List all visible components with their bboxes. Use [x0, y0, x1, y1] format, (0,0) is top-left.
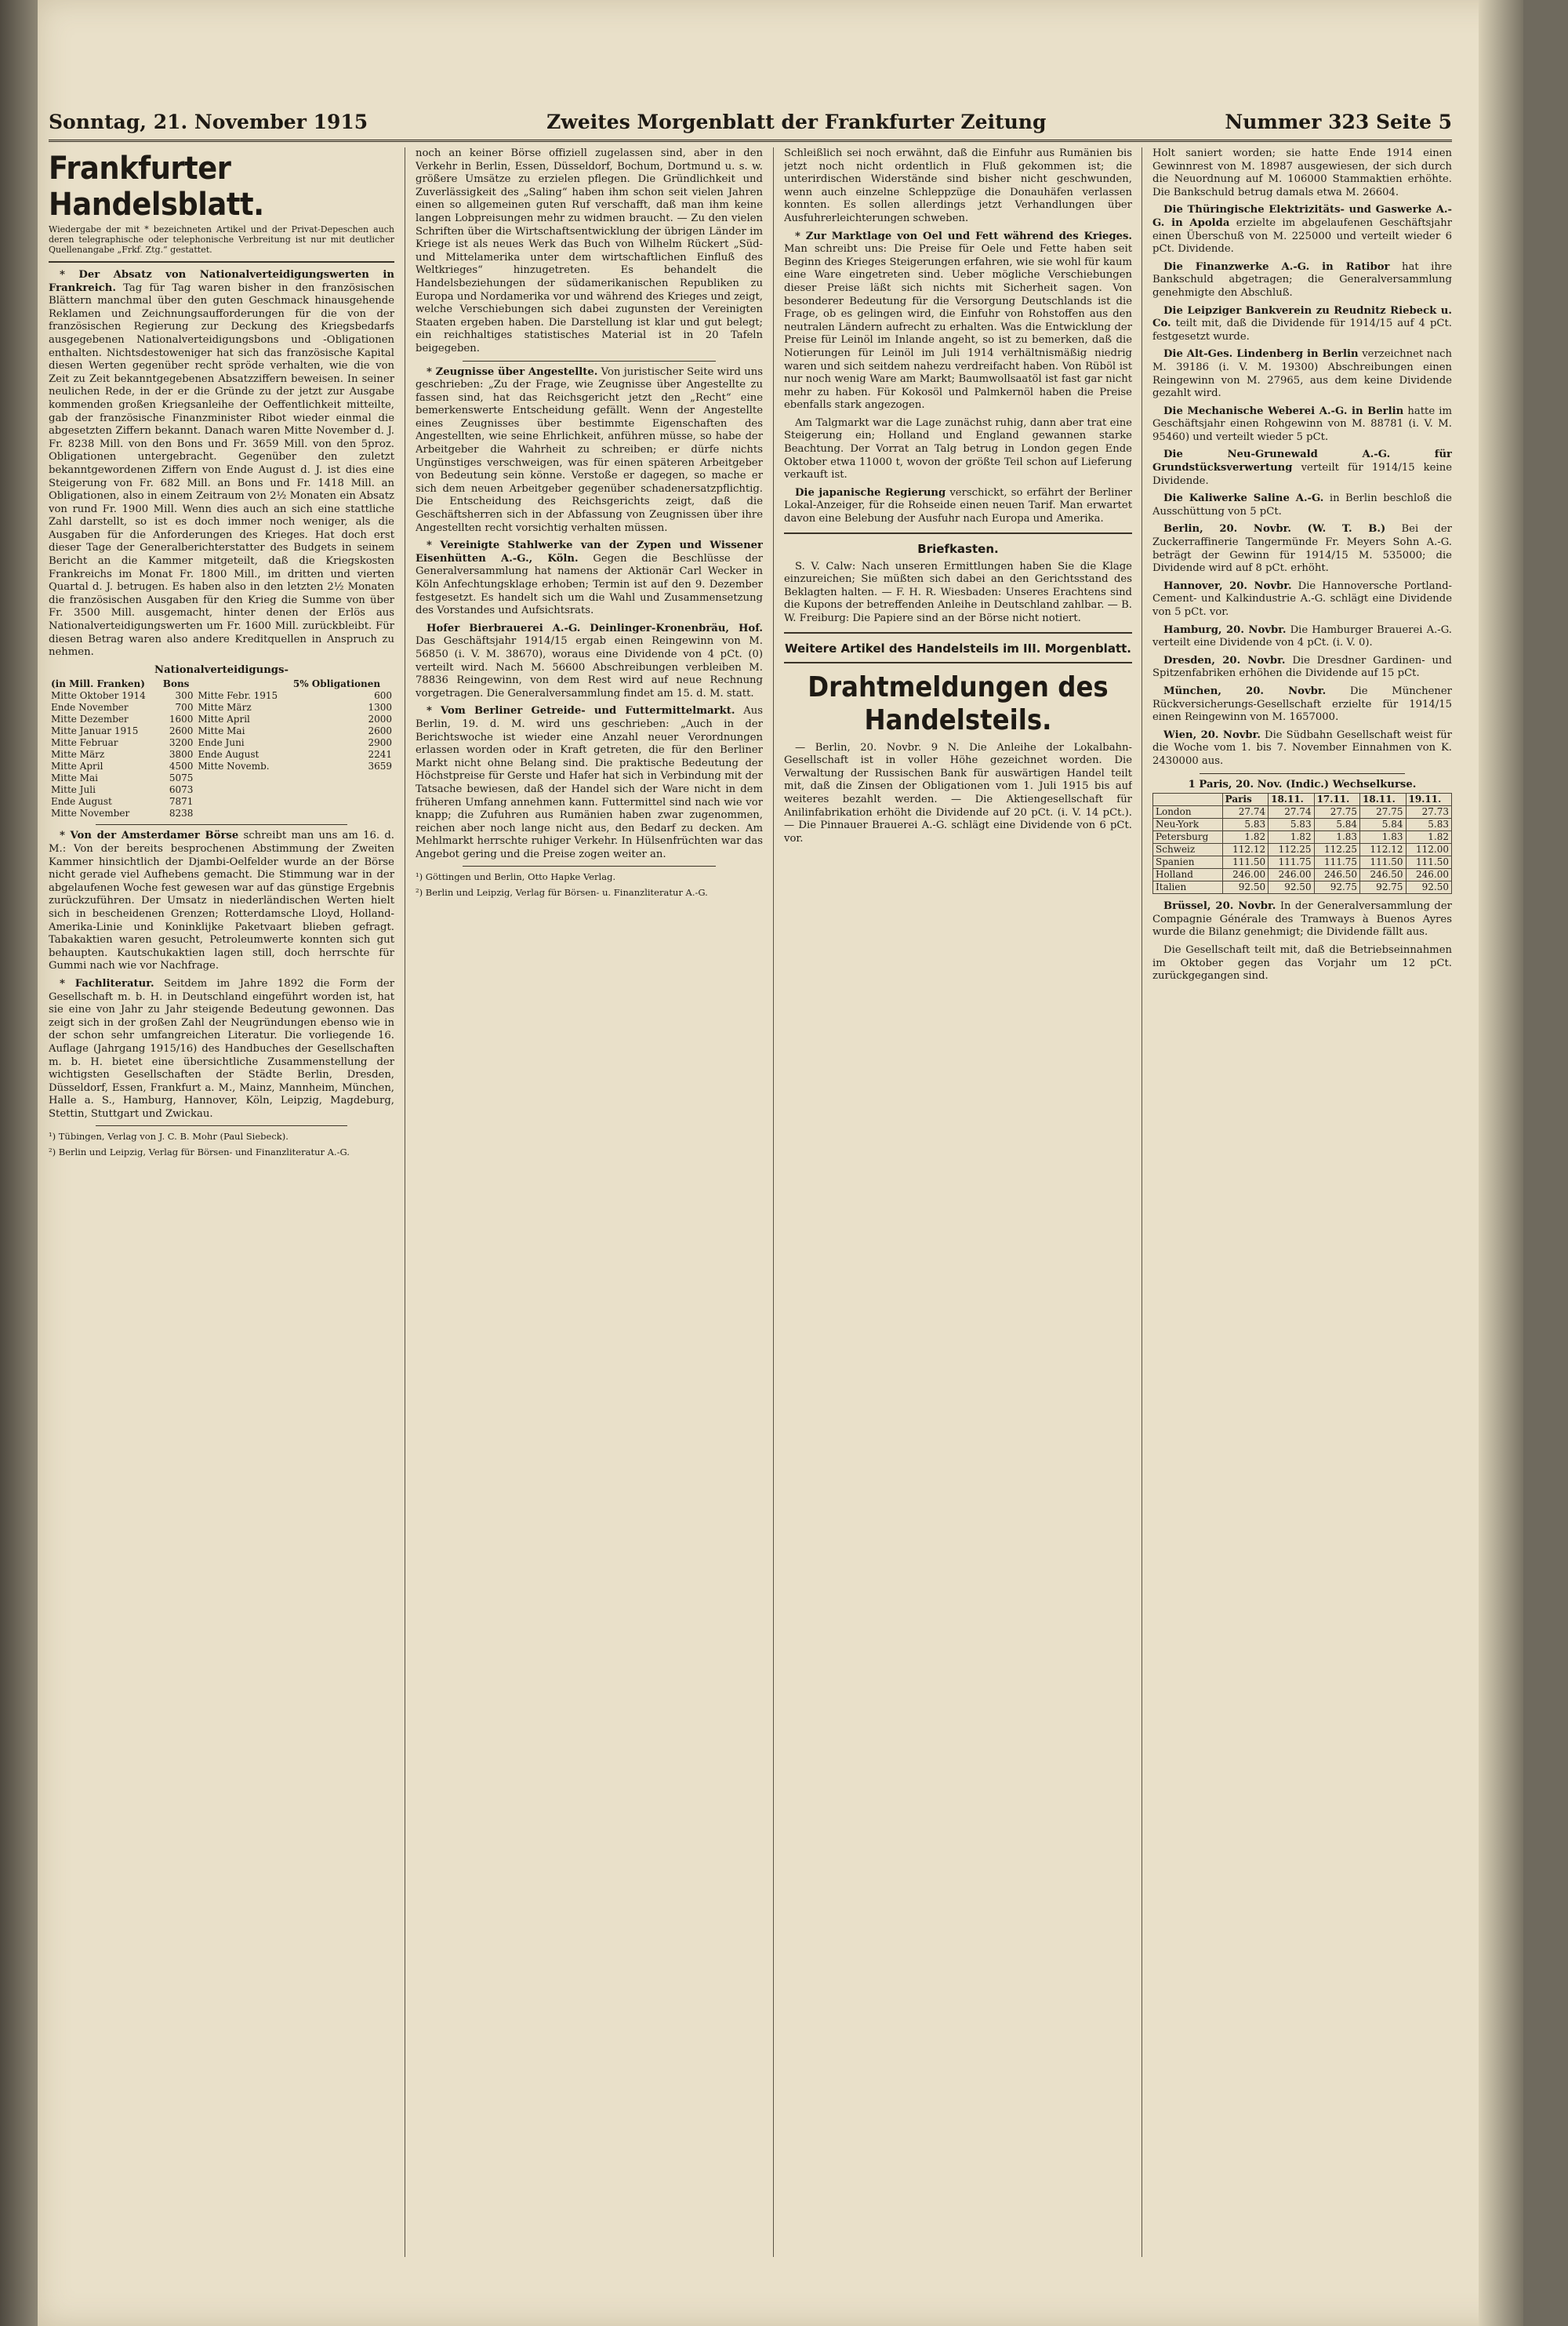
- table-row: [1153, 806, 1452, 819]
- column-header: [1153, 794, 1223, 806]
- notice-heading: Hamburg, 20. Novbr.: [1163, 623, 1287, 636]
- table-cell: Italien: [1153, 881, 1223, 894]
- more-articles-note: Weitere Artikel des Handelsteils im III. Morgenblatt.: [785, 641, 1131, 656]
- article-heading: * Vom Berliner Getreide- und Futtermittelmarkt.: [426, 705, 735, 718]
- table-cell: 2900: [368, 737, 392, 749]
- article: [416, 540, 763, 618]
- table-cell: 2241: [368, 749, 392, 761]
- table-cell: 92.50: [1269, 881, 1314, 894]
- table-header-row: [49, 678, 394, 690]
- table-cell: 1300: [368, 702, 392, 714]
- table-unit: (in Mill. Franken): [51, 678, 145, 690]
- table-row: [49, 749, 394, 761]
- article-body: Von juristischer Seite wird uns geschrieben: „Zu der Frage, wie Zeugnisse über Angestellte zu fassen sind, hat das Reichsgericht jetzt den „Recht“ eine bemerkenswerte Entscheidung gefällt. Wenn der Angestellte eines Zeugnisses über bestimmte Eigenschaften des Angestellten, wie seine Ehrlichkeit, anführen müsse, so habe der Arbeitgeber die Wahrheit zu schreiben; er dürfe nichts Ungünstiges verschweigen, was für einen späteren Arbeitgeber von Bedeutung sein könne. Verstoße er dagegen, so mache er sich dem neuen Arbeitgeber gegenüber schadenersatzpflichtig. Die Entscheidung des Reichsgerichts zeigt, daß die Geschäftsherren sich in der Abfassung von Zeugnissen über ihre Angestellten recht vorsichtig verhalten müssen.: [416, 365, 763, 534]
- notice-heading: Berlin, 20. Novbr. (W. T. B.): [1163, 523, 1386, 536]
- section-title: Frankfurter Handelsblatt.: [49, 151, 264, 223]
- table-row: [1153, 819, 1452, 831]
- table-cell: Holland: [1153, 869, 1223, 881]
- article-heading: * Fachliteratur.: [60, 977, 154, 990]
- notice-heading: Dresden, 20. Novbr.: [1163, 654, 1286, 667]
- table-cell: 27.74: [1269, 806, 1314, 819]
- table-cell: [195, 784, 290, 796]
- masthead-page: Nummer 323 Seite 5: [1225, 110, 1452, 133]
- table-row: [1153, 881, 1452, 894]
- table-cell: 112.00: [1406, 844, 1451, 856]
- notice: [1152, 900, 1452, 939]
- table-cell: 4500: [169, 761, 194, 772]
- divider: [1200, 773, 1405, 774]
- page-edge: [1479, 0, 1523, 2326]
- table-cell: 1.83: [1314, 831, 1359, 844]
- article-body: schreibt man uns am 16. d. M.: Von der bereits besprochenen Abstimmung der Zweiten Kammer hinsichtlich der Djambi-Oelfelder wurde an der Börse nicht gerade viel Aufhebens gemacht. Die Stimmung war in der abgelaufenen Woche fest gewesen war auf das günstige Ergebnis zurückzuführen. Der Umsatz in niederländischen Werten hielt sich in bescheidenen Grenzen; Rotterdamsche Lloyd, Holland-Amerika-Linie und Koninklijke Paketvaart blieben gefragt. Tabakaktien waren gesucht, Petroleumwerte konnten sich gut behaupten. Kautschukaktien lagen still, doch herrschte für Gummi nach wie vor Nachfrage.: [49, 830, 394, 972]
- table-cell: 111.50: [1406, 856, 1451, 869]
- column-header: 19.11.: [1406, 794, 1451, 806]
- table-cell: 5.84: [1360, 819, 1406, 831]
- notice-heading: München, 20. Novbr.: [1163, 685, 1327, 697]
- table-cell: 27.75: [1314, 806, 1359, 819]
- notice: [1152, 449, 1452, 488]
- table-row: [49, 796, 394, 808]
- notice: [1152, 624, 1452, 650]
- table-row: [1153, 856, 1452, 869]
- table-row: [49, 714, 394, 725]
- footnote: ¹) Tübingen, Verlag von J. C. B. Mohr (Paul Siebeck).: [49, 1131, 289, 1143]
- column-header: 5% Obligationen: [292, 678, 381, 690]
- notice-heading: Wien, 20. Novbr.: [1163, 729, 1261, 741]
- column-3: [784, 147, 1132, 2257]
- notice-body: verzeichnet nach M. 39186 (i. V. M. 19300) Abschreibungen einen Reingewinn von M. 27965, aus dem keine Dividende gezahlt wird.: [1152, 348, 1452, 400]
- notice: [1152, 492, 1452, 518]
- table-cell: 27.74: [1222, 806, 1268, 819]
- notice-body: Die Münchener Rückversicherungs-Gesellschaft erzielte für 1914/15 einen Reingewinn von M. 1657000.: [1152, 685, 1452, 724]
- notice: [1152, 523, 1452, 575]
- table-cell: Mitte März: [51, 749, 105, 761]
- table-cell: Mitte Januar 1915: [51, 725, 139, 737]
- divider: [784, 632, 1132, 634]
- table-cell: 111.75: [1314, 856, 1359, 869]
- article: [49, 830, 394, 973]
- table-cell: Mitte Oktober 1914: [51, 690, 146, 702]
- article-heading: * Der Absatz von Nationalverteidigungswerten in Frankreich.: [49, 269, 394, 294]
- table-body: [49, 690, 394, 820]
- notice: [1152, 348, 1452, 400]
- column-header: Bons: [162, 678, 190, 690]
- table-row: [49, 761, 394, 772]
- table-cell: [195, 772, 290, 784]
- table-cell: Mitte April: [198, 714, 250, 725]
- notice: [1152, 729, 1452, 769]
- table-cell: 111.50: [1360, 856, 1406, 869]
- table-row: [1153, 831, 1452, 844]
- notice-body: Die Hamburger Brauerei A.-G. verteilt eine Dividende von 4 pCt. (i. V. 0).: [1152, 623, 1452, 649]
- divider: [784, 662, 1132, 663]
- notice-heading: Die Finanzwerke A.-G. in Ratibor: [1163, 260, 1390, 273]
- masthead-date: Sonntag, 21. November 1915: [49, 110, 368, 133]
- table-cell: Mitte März: [198, 702, 252, 714]
- table-header-row: [1153, 794, 1452, 806]
- table-cell: 700: [175, 702, 194, 714]
- table-row: [49, 808, 394, 820]
- notice: [1152, 204, 1452, 256]
- notice: [1152, 405, 1452, 445]
- footnote: ²) Berlin und Leipzig, Verlag für Börsen- und Finanzliteratur A.-G.: [49, 1147, 350, 1158]
- table-cell: 5.83: [1222, 819, 1268, 831]
- table-cell: 112.25: [1314, 844, 1359, 856]
- table-cell: 1.82: [1269, 831, 1314, 844]
- table-cell: 112.12: [1360, 844, 1406, 856]
- table-cell: 246.50: [1360, 869, 1406, 881]
- article-heading: Hofer Bierbrauerei A.-G. Deinlinger-Kronenbräu, Hof.: [426, 622, 763, 634]
- table-cell: Mitte Mai: [51, 772, 98, 784]
- article: [784, 231, 1132, 413]
- table-cell: Ende Juni: [198, 737, 245, 749]
- table-cell: 111.50: [1222, 856, 1268, 869]
- notice-heading: Hannover, 20. Novbr.: [1163, 580, 1292, 592]
- table-cell: 8238: [169, 808, 194, 820]
- masthead: [49, 108, 1452, 142]
- notice: [1152, 261, 1452, 300]
- article-body: Aus Berlin, 19. d. M. wird uns geschrieben: „Auch in der Berichtswoche ist wieder eine Anzahl neuer Verordnungen erlassen worden oder in Kraft getreten, die für den Berliner Markt nicht ohne Belang sind. Die praktische Bedeutung der Höchstpreise für Gerste und Hafer hat sich in Verbindung mit der Tatsache bewiesen, daß der Handel sich der Ware nicht in dem früheren Umfang annehmen kann. Futtermittel sind nach wie vor knapp; die Zufuhren aus Rumänien haben zwar zugenommen, reichen aber noch lange nicht aus, den Bedarf zu decken. Am Mehlmarkt herrschte ruhiger Verkehr. In Hülsenfrüchten war das Angebot gering und die Preise zogen weiter an.: [416, 705, 763, 860]
- divider: [49, 261, 394, 263]
- article-body: Seitdem im Jahre 1892 die Form der Gesellschaft m. b. H. in Deutschland eingeführt worden ist, hat sie eine von Jahr zu Jahr steigende Bedeutung gewonnen. Das zeigt sich in der großen Zahl der Neugründungen ebenso wie in der schon sehr umfangreichen Literatur. Die vorliegende 16. Auflage (Jahrgang 1915/16) des Handbuches der Gesellschaften m. b. H. bietet eine übersichtliche Zusammenstellung der wichtigsten Gesellschaften der Städte Berlin, Dresden, Düsseldorf, Essen, Frankfurt a. M., Mainz, Mannheim, München, Halle a. S., Hamburg, Hannover, Köln, Leipzig, Magdeburg, Stettin, Stuttgart und Zwickau.: [49, 977, 394, 1120]
- notice-body: in Berlin beschloß die Ausschüttung von 5 pCt.: [1152, 492, 1452, 518]
- divider: [96, 1125, 347, 1126]
- table-cell: 5.83: [1406, 819, 1451, 831]
- bonds-table: [49, 678, 394, 820]
- article-heading: * Vereinigte Stahlwerke van der Zypen und Wissener Eisenhütten A.-G., Köln.: [416, 540, 763, 565]
- table-cell: London: [1153, 806, 1223, 819]
- notice-body: Die Hannoversche Portland-Cement- und Kalkindustrie A.-G. schlägt eine Dividende von 5 pCt. vor.: [1152, 580, 1452, 618]
- notice: [1152, 655, 1452, 681]
- table-row: [49, 784, 394, 796]
- table-cell: 5075: [169, 772, 194, 784]
- notice: [1152, 685, 1452, 725]
- table-cell: 112.25: [1269, 844, 1314, 856]
- notice-heading: Die Thüringische Elektrizitäts- und Gaswerke A.-G. in Apolda: [1152, 204, 1452, 229]
- column-4: [1152, 147, 1452, 2257]
- article: [416, 623, 763, 701]
- table-cell: Mitte Febr. 1915: [198, 690, 278, 702]
- table-cell: 1600: [169, 714, 194, 725]
- article: [49, 978, 394, 1121]
- notice-heading: Die Neu-Grunewald A.-G. für Grundstücksverwertung: [1152, 449, 1452, 474]
- table-cell: Mitte Juli: [51, 784, 96, 796]
- fx-place: 1 Paris, 20. Nov. (Indic.): [1188, 778, 1330, 790]
- telegram-body: — Berlin, 20. Novbr. 9 N. Die Anleihe der Lokalbahn-Gesellschaft ist in voller Höhe gezeichnet worden. Die Verwaltung der Russischen Bank für auswärtigen Handel teilt mit, daß die Zinsen der Obligationen vom 1. Juli 1915 bis auf weiteres bezahlt werden. — Die Aktiengesellschaft für Anilinfabrikation erhöht die Dividende auf 20 pCt. (i. V. 14 pCt.). — Die Pinnauer Brauerei A.-G. schlägt eine Dividende von 6 pCt. vor.: [784, 741, 1132, 845]
- table-cell: 3200: [169, 737, 194, 749]
- masthead-edition: Zweites Morgenblatt der Frankfurter Zeitung: [546, 110, 1047, 133]
- table-cell: Mitte November: [51, 808, 130, 820]
- article-continuation: Holt saniert worden; sie hatte Ende 1914 einen Gewinnrest von M. 18987 ausgewiesen, der sich durch die Neuordnung auf M. 106000 Stammaktien erhöhte. Die Bankschuld betrug damals etwa M. 26604.: [1152, 147, 1452, 198]
- table-cell: 3659: [368, 761, 392, 772]
- divider: [784, 532, 1132, 534]
- table-cell: 1.82: [1222, 831, 1268, 844]
- notice-body: hatte im Geschäftsjahr einen Rohgewinn von M. 88781 (i. V. M. 95460) und verteilt wieder 5 pCt.: [1152, 405, 1452, 443]
- briefkasten-heading: Briefkasten.: [917, 541, 999, 556]
- table-cell: 3800: [169, 749, 194, 761]
- notice-body: Bei der Zuckerraffinerie Tangermünde Fr. Meyers Sohn A.-G. beträgt der Gewinn für 1914/15 M. 535000; die Dividende wird auf 8 pCt. erhöht.: [1152, 523, 1452, 575]
- table-cell: 5.84: [1314, 819, 1359, 831]
- table-cell: 246.00: [1406, 869, 1451, 881]
- article-heading: Die japanische Regierung: [795, 486, 946, 499]
- article: Am Talgmarkt war die Lage zunächst ruhig, dann aber trat eine Steigerung ein; Holland und England gewannen starke Beachtung. Der Vorrat an Talg betrug in London gegen Ende Oktober etwa 11000 t, wovon der größte Teil schon auf Lieferung verkauft ist.: [784, 416, 1132, 482]
- article: [416, 705, 763, 861]
- table-body: [1153, 806, 1452, 894]
- exchange-rate-table: [1152, 793, 1452, 894]
- table-row: [49, 725, 394, 737]
- divider: [463, 361, 716, 362]
- divider: [96, 824, 347, 825]
- telegram-section-title: Drahtmeldungen des Handelsteils.: [808, 671, 1109, 736]
- notice-heading: Brüssel, 20. Novbr.: [1163, 900, 1276, 913]
- table-cell: 2000: [368, 714, 392, 725]
- table-cell: 92.50: [1406, 881, 1451, 894]
- table-row: [49, 690, 394, 702]
- table-cell: 1.82: [1406, 831, 1451, 844]
- table-cell: Schweiz: [1153, 844, 1223, 856]
- article-body: Man schreibt uns: Die Preise für Oele und Fette haben seit Beginn des Krieges Steigerungen erfahren, wie sie wohl für kaum eine Ware eingetreten sind. Ueber mögliche Verschiebungen dieser Preise läßt sich nichts mit Sicherheit sagen. Von besonderer Bedeutung für die Versorgung Deutschlands ist die Frage, ob es gelingen wird, die Einfuhr von Rohstoffen aus den neutralen Ländern aufrecht zu erhalten. Was die Entwicklung der Preise für Leinöl im Inlande angeht, so ist zu bemerken, daß die Notierungen für Leinöl im Juli 1914 verhältnismäßig niedrig waren und sich seitdem nahezu verdreifacht haben. Von Rüböl ist nur noch wenig Ware am Markt; Baumwollsaatöl ist fast gar nicht mehr zu haben. Für Kokosöl und Palmkernöl haben die Preise ebenfalls stark angezogen.: [784, 243, 1132, 412]
- article-body: Tag für Tag waren bisher in den französischen Blättern manchmal über den guten Geschmack hinausgehende Reklamen und Zeichnungsaufforderungen für die von der französischen Regierung zur Deckung des Kriegsbedarfs ausgegebenen Nationalverteidigungsbons und -Obligationen enthalten. Nichtsdestoweniger hat sich das französische Kapital diesen Werten gegenüber recht spröde verhalten, wie die von Zeit zu Zeit bekanntgegebenen Absatzziffern beweisen. In seiner neulichen Rede, in der er die Gründe zu der jetzt zur Ausgabe kommenden großen Kriegsanleihe der Oeffentlichkeit mitteilte, gab der französische Finanzminister Ribot wieder einmal die abgesetzten Ziffern bekannt. Danach waren Mitte November d. J. Fr. 8238 Mill. von den Bons und Fr. 3659 Mill. von den 5proz. Obligationen untergebracht. Gegenüber den zuletzt bekanntgewordenen Ziffern von Ende August d. J. ist dies eine Steigerung von Fr. 682 Mill. an Bons und Fr. 1418 Mill. an Obligationen, also in einem Zeitraum von 2½ Monaten ein Absatz von rund Fr. 1900 Mill. Wenn dies auch an sich eine stattliche Zahl darstellt, so ist es doch immer noch weniger, als die Ausgaben für die Anforderungen des Krieges. Hat doch erst dieser Tage der Generalberichterstatter des Budgets in seinem Bericht an die Kammer mitgeteilt, daß die Kriegskosten Frankreichs im Monat Fr. 1800 Mill., im dritten und vierten Quartal d. J. betrugen. Es haben also in den letzten 2½ Monaten die französischen Ausgaben für den Krieg die Summe von über Fr. 3500 Mill. ausgemacht, hinter denen der Erlös aus Nationalverteidigungswerten um Fr. 1600 Mill. zurückbleibt. Für diesen Betrag waren also andere Kreditquellen in Anspruch zu nehmen.: [49, 282, 394, 659]
- article-heading: * Zur Marktlage von Oel und Fett während des Krieges.: [795, 230, 1132, 242]
- notice-body: In der Generalversammlung der Compagnie Générale des Tramways à Buenos Ayres wurde die Bilanz genehmigt; die Dividende fällt aus.: [1152, 900, 1452, 939]
- article-body: Das Geschäftsjahr 1914/15 ergab einen Reingewinn von M. 56850 (i. V. M. 38670), woraus eine Dividende von 4 pCt. (0) verteilt wird. Nach M. 56600 Abschreibungen verbleiben M. 78836 Reingewinn, von dem Rest wird auf neue Rechnung vorgetragen. Die Generalversammlung findet am 15. d. M. statt.: [416, 635, 763, 700]
- notice-heading: Die Kaliwerke Saline A.-G.: [1163, 492, 1324, 505]
- table-cell: 1.83: [1360, 831, 1406, 844]
- article: [49, 269, 394, 660]
- table-cell: 92.75: [1314, 881, 1359, 894]
- table-cell: [291, 796, 394, 808]
- table-cell: 300: [175, 690, 194, 702]
- column-header: 17.11.: [1314, 794, 1359, 806]
- column-1: [49, 147, 394, 2257]
- divider: [463, 866, 716, 867]
- article-heading: * Zeugnisse über Angestellte.: [426, 365, 598, 378]
- table-cell: 5.83: [1269, 819, 1314, 831]
- notice: [1152, 580, 1452, 620]
- notice-body: verteilt für 1914/15 keine Dividende.: [1152, 462, 1452, 487]
- table-cell: 7871: [169, 796, 194, 808]
- table-row: [1153, 844, 1452, 856]
- table-row: [49, 772, 394, 784]
- table-row: [49, 737, 394, 749]
- notice-body: hat ihre Bankschuld abgetragen; die Generalversammlung genehmigte den Abschluß.: [1152, 260, 1452, 299]
- column-header: Paris: [1222, 794, 1268, 806]
- article: [784, 487, 1132, 526]
- notice-heading: Die Mechanische Weberei A.-G. in Berlin: [1163, 405, 1404, 417]
- fx-title: Wechselkurse.: [1332, 778, 1417, 790]
- table-cell: 112.12: [1222, 844, 1268, 856]
- table-cell: Mitte April: [51, 761, 103, 772]
- column-2: [416, 147, 763, 2257]
- notice-body: teilt mit, daß die Dividende für 1914/15 auf 4 pCt. festgesetzt wurde.: [1152, 318, 1452, 343]
- section-note: Wiedergabe der mit * bezeichneten Artikel und der Privat-Depeschen auch deren telegraphische oder telephonische Verbreitung ist nur mit deutlicher Quellenangabe „Frkf. Ztg.“ gestattet.: [49, 224, 394, 255]
- table-cell: [291, 784, 394, 796]
- column-header: 18.11.: [1360, 794, 1406, 806]
- table-cell: 246.00: [1269, 869, 1314, 881]
- table-cell: 27.75: [1360, 806, 1406, 819]
- table-title: Nationalverteidigungs-: [154, 663, 289, 676]
- article-continuation: noch an keiner Börse offiziell zugelassen sind, aber in den Verkehr in Berlin, Essen, Düsseldorf, Bochum, Dortmund u. s. w. größere Umsätze zu erzielen pflegen. Die Gründlichkeit und Zuverlässigkeit des „Saling“ haben ihm schon seit vielen Jahren einen so allgemeinen guten Ruf verschafft, daß man ihm keine langen Lobpreisungen mehr zu widmen braucht. — Zu den vielen Schriften über die Wirtschaftsentwicklung der übrigen Länder im Kriege ist als neues Werk das Buch von Wilhelm Rückert „Süd- und Mittelamerika unter dem wirtschaftlichen Einfluß des Weltkrieges“ hinzugetreten. Es behandelt die Handelsbeziehungen der südamerikanischen Republiken zu Europa und Nordamerika vor und während des Krieges und zeigt, welche Verschiebungen sich dabei zugunsten der Vereinigten Staaten ergeben haben. Die Darstellung ist klar und gut belegt; ein reichhaltiges statistisches Material ist in 20 Tafeln beigegeben.: [416, 147, 763, 354]
- article-body: verschickt, so erfährt der Berliner Lokal-Anzeiger, für die Rohseide einen neuen Tarif. Man erwartet davon eine Belebung der Ausfuhr nach Europa und Amerika.: [784, 486, 1132, 525]
- article: [416, 366, 763, 536]
- table-cell: 2600: [169, 725, 194, 737]
- table-cell: Mitte Februar: [51, 737, 118, 749]
- table-cell: [195, 808, 290, 820]
- fx-table-title: [1152, 779, 1452, 792]
- table-cell: Neu-York: [1153, 819, 1223, 831]
- notice-body: Die Dresdner Gardinen- und Spitzenfabriken erhöhen die Dividende auf 15 pCt.: [1152, 654, 1452, 680]
- footnote: ²) Berlin und Leipzig, Verlag für Börsen- u. Finanzliteratur A.-G.: [416, 887, 708, 899]
- table-cell: Ende November: [51, 702, 129, 714]
- notice-heading: Die Leipziger Bankverein zu Reudnitz Riebeck u. Co.: [1152, 304, 1452, 330]
- table-cell: Ende August: [51, 796, 112, 808]
- table-cell: 92.50: [1222, 881, 1268, 894]
- binding-gutter: [0, 0, 38, 2326]
- table-cell: Mitte Dezember: [51, 714, 129, 725]
- table-row: [49, 702, 394, 714]
- notice-body: erzielte im abgelaufenen Geschäftsjahr einen Überschuß von M. 225000 und verteilt wieder 6 pCt. Dividende.: [1152, 216, 1452, 256]
- briefkasten-body: S. V. Calw: Nach unseren Ermittlungen haben Sie die Klage einzureichen; Sie müßten sich dabei an den Gerichtsstand des Beklagten halten. — F. H. R. Wiesbaden: Unseres Erachtens sind die Kupons der betreffenden Anleihe in Deutschland zahlbar. — B. W. Freiburg: Die Papiere sind an der Börse nicht notiert.: [784, 560, 1132, 624]
- column-rule: [773, 147, 774, 2257]
- notice: Die Gesellschaft teilt mit, daß die Betriebseinnahmen im Oktober gegen das Vorjahr um 12 pCt. zurückgegangen sind.: [1152, 943, 1452, 983]
- article-body: Gegen die Beschlüsse der Generalversammlung hat namens der Aktionär Carl Wecker in Köln Anfechtungsklage erhoben; Termin ist auf den 9. Dezember festgesetzt. Es handelt sich um die Wahl und Zusammensetzung des Vorstandes und Aufsichtsrats.: [416, 552, 763, 617]
- table-cell: 27.73: [1406, 806, 1451, 819]
- table-cell: 6073: [169, 784, 194, 796]
- table-cell: [291, 772, 394, 784]
- table-cell: Spanien: [1153, 856, 1223, 869]
- table-cell: 2600: [368, 725, 392, 737]
- table-cell: 92.75: [1360, 881, 1406, 894]
- notice: [1152, 305, 1452, 344]
- table-cell: 600: [374, 690, 392, 702]
- table-cell: Petersburg: [1153, 831, 1223, 844]
- table-cell: [195, 796, 290, 808]
- footnote: ¹) Göttingen und Berlin, Otto Hapke Verlag.: [416, 871, 616, 883]
- table-cell: [291, 808, 394, 820]
- notice-body: Die Südbahn Gesellschaft weist für die Woche vom 1. bis 7. November Einnahmen von K. 2430000 aus.: [1152, 729, 1452, 767]
- table-cell: 111.75: [1269, 856, 1314, 869]
- table-row: [1153, 869, 1452, 881]
- table-cell: Ende August: [198, 749, 260, 761]
- column-header: 18.11.: [1269, 794, 1314, 806]
- table-cell: Mitte Novemb.: [198, 761, 270, 772]
- table-cell: 246.00: [1222, 869, 1268, 881]
- table-cell: 246.50: [1314, 869, 1359, 881]
- article-heading: * Von der Amsterdamer Börse: [60, 830, 239, 842]
- table-cell: Mitte Mai: [198, 725, 245, 737]
- notice-heading: Die Alt-Ges. Lindenberg in Berlin: [1163, 348, 1359, 361]
- article-continuation: Schleißlich sei noch erwähnt, daß die Einfuhr aus Rumänien bis jetzt noch nicht ordentlich in Fluß gekommen ist; die unterirdischen Widerstände sind bisher nicht geschwunden, wenn auch einzelne Schleppzüge die Donauhäfen verlassen konnten. Es sollen allerdings jetzt Verhandlungen über Ausfuhrerleichterungen schweben.: [784, 147, 1132, 224]
